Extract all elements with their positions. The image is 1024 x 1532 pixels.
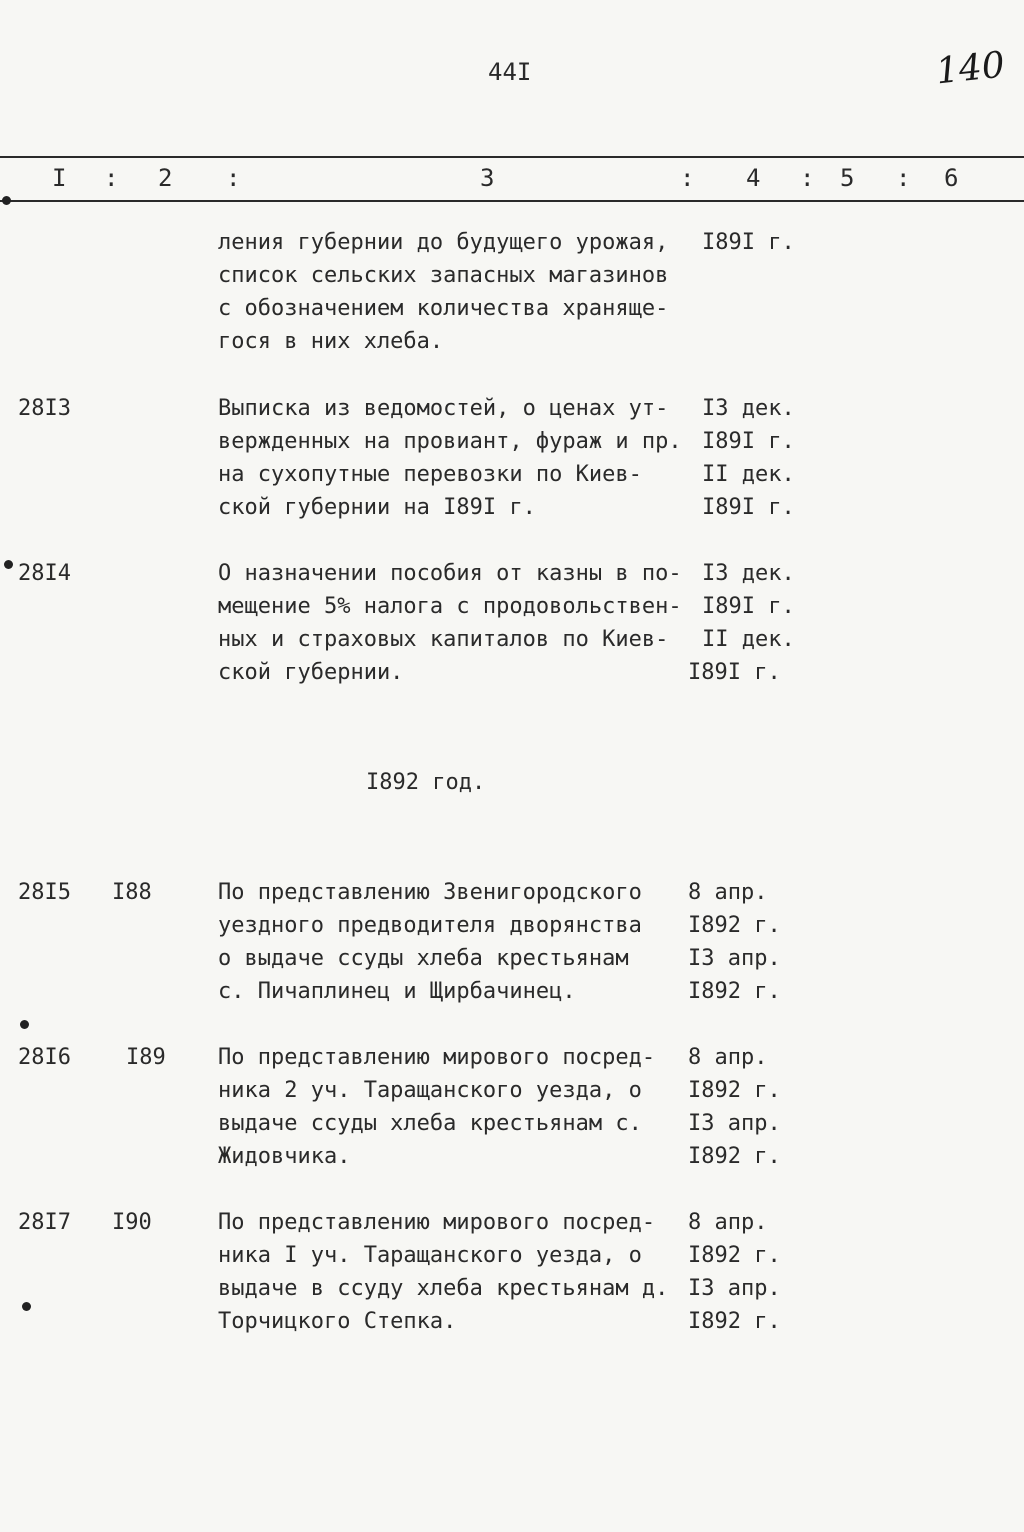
punch-hole-mark (2, 196, 11, 205)
entry-dates (688, 1206, 781, 1338)
date-line: I3 дек. (702, 396, 795, 421)
entry-number: 28I6 (18, 1045, 71, 1070)
date-line: 8 апр. (688, 880, 768, 905)
entry-dates (702, 392, 795, 524)
description-line: ской губернии на I89I г. (218, 495, 536, 520)
entry-number: 28I3 (18, 396, 71, 421)
date-line: I892 г. (688, 1243, 781, 1268)
description-line: Выписка из ведомостей, о ценах ут- (218, 396, 669, 421)
description-line: О назначении пособия от казны в по- (218, 561, 682, 586)
description-line: ника 2 уч. Таращанского уезда, о (218, 1078, 642, 1103)
description-line: вержденных на провиант, фураж и пр. (218, 429, 682, 454)
date-line: I89I г. (702, 594, 795, 619)
punch-hole-mark (4, 560, 13, 569)
description-line: ской губернии. (218, 660, 404, 685)
page-number: 44I (488, 58, 532, 86)
date-line: I892 г. (688, 913, 781, 938)
col-separator: : (680, 164, 695, 192)
col-header-2: 2 (158, 164, 173, 192)
entry-dates (688, 557, 795, 689)
date-line: I892 г. (688, 979, 781, 1004)
col-separator: : (896, 164, 911, 192)
archive-handwritten-mark: 140 (934, 44, 1007, 93)
description-line: выдаче в ссуду хлеба крестьянам д. (218, 1276, 669, 1301)
description-line: выдаче ссуды хлеба крестьянам с. (218, 1111, 642, 1136)
date-line: I892 г. (688, 1144, 781, 1169)
col-header-4: 4 (746, 164, 761, 192)
description-line: По представлению мирового посред- (218, 1210, 656, 1235)
date-line: I89I г. (688, 660, 781, 685)
entry-number: 28I7 (18, 1210, 71, 1235)
description-line: гося в них хлеба. (218, 329, 444, 354)
entry-description (218, 1206, 668, 1338)
year-heading: I892 год. (366, 770, 486, 795)
description-line: Торчицкого Степка. (218, 1309, 457, 1334)
description-line: ника I уч. Таращанского уезда, о (218, 1243, 642, 1268)
entry-ref-number: I88 (112, 880, 152, 905)
description-line: список сельских запасных магазинов (218, 263, 669, 288)
date-line: I89I г. (702, 495, 795, 520)
description-line: ления губернии до будущего урожая, (218, 230, 669, 255)
date-line: II дек. (702, 462, 795, 487)
table-header-rule (0, 200, 1024, 202)
date-line: II дек. (702, 627, 795, 652)
punch-hole-mark (20, 1020, 29, 1029)
entry-description (218, 226, 668, 358)
col-separator: : (226, 164, 241, 192)
entry-description (218, 876, 642, 1008)
entry-dates (688, 1041, 781, 1173)
table-top-rule (0, 156, 1024, 158)
description-line: на сухопутные перевозки по Киев- (218, 462, 642, 487)
punch-hole-mark (22, 1302, 31, 1311)
entry-number: 28I5 (18, 880, 71, 905)
entry-description (218, 1041, 655, 1173)
description-line: По представлению мирового посред- (218, 1045, 656, 1070)
entry-description (218, 392, 682, 524)
date-line: 8 апр. (688, 1210, 768, 1235)
date-line: I3 апр. (688, 1276, 781, 1301)
date-line: I89I г. (702, 230, 795, 255)
description-line: о выдаче ссуды хлеба крестьянам (218, 946, 629, 971)
table-column-header (0, 164, 1024, 194)
date-line: I892 г. (688, 1309, 781, 1334)
col-header-1: I (52, 164, 67, 192)
entry-number: 28I4 (18, 561, 71, 586)
col-separator: : (104, 164, 119, 192)
entry-dates (702, 226, 795, 259)
description-line: Жидовчика. (218, 1144, 351, 1169)
entry-ref-number: I90 (112, 1210, 152, 1235)
date-line: I3 дек. (702, 561, 795, 586)
description-line: с. Пичаплинец и Щирбачинец. (218, 979, 576, 1004)
date-line: I89I г. (702, 429, 795, 454)
date-line: I3 апр. (688, 1111, 781, 1136)
entry-ref-number: I89 (126, 1045, 166, 1070)
col-header-5: 5 (840, 164, 855, 192)
entry-dates (688, 876, 781, 1008)
col-header-6: 6 (944, 164, 959, 192)
description-line: мещение 5% налога с продовольствен- (218, 594, 682, 619)
date-line: I3 апр. (688, 946, 781, 971)
date-line: I892 г. (688, 1078, 781, 1103)
description-line: уездного предводителя дворянства (218, 913, 642, 938)
description-line: с обозначением количества хранящe- (218, 296, 669, 321)
entry-description (218, 557, 682, 689)
date-line: 8 апр. (688, 1045, 768, 1070)
description-line: ных и страховых капиталов по Киев- (218, 627, 669, 652)
description-line: По представлению Звенигородского (218, 880, 642, 905)
col-header-3: 3 (480, 164, 495, 192)
col-separator: : (800, 164, 815, 192)
